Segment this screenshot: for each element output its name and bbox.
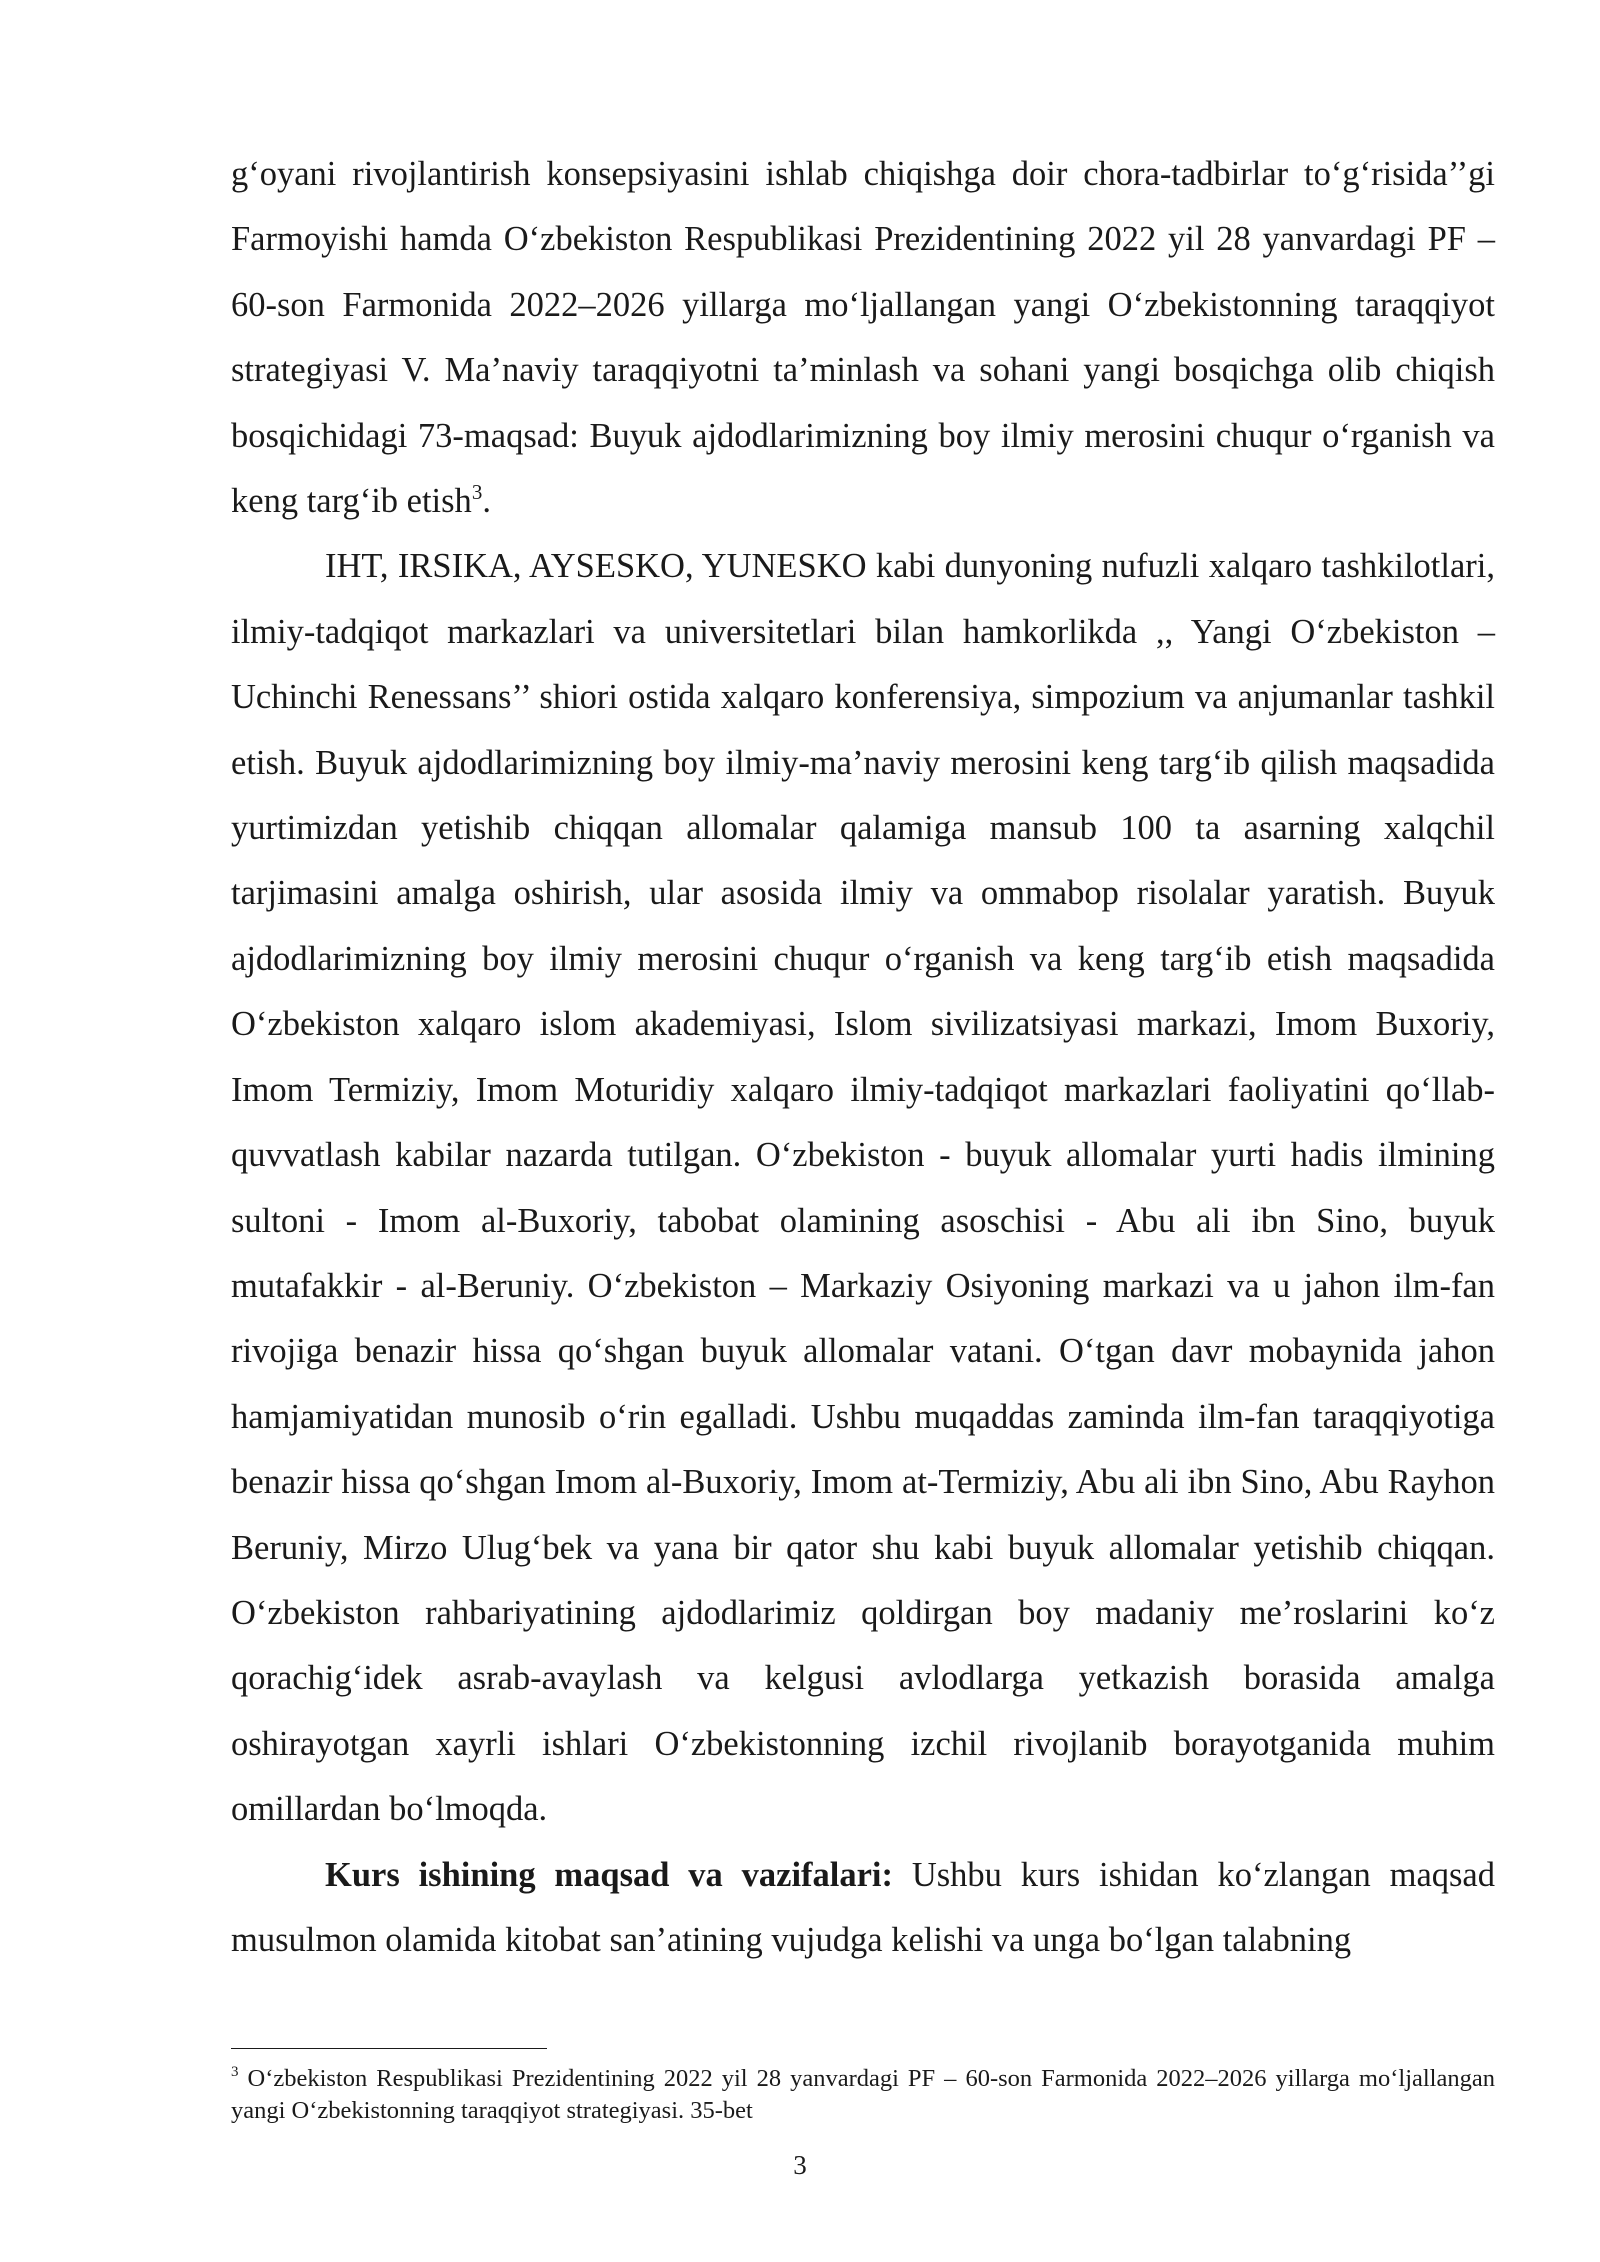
section-lead-heading: Kurs ishining maqsad va vazifalari: bbox=[325, 1855, 893, 1894]
body-text bbox=[231, 142, 1495, 1973]
footnote-text: O‘zbekiston Respublikasi Prezidentining 2022 yil 28 yanvardagi PF – 60-son Farmonida 2022–2026 yillarga mo‘ljallangan yangi O‘zbekistonning taraqqiyot strategiyasi. 35-bet bbox=[231, 2065, 1495, 2124]
paragraph-3-text: Ushbu kurs ishidan ko‘zlangan maqsad musulmon olamida kitobat san’atining vujudga kelishi va unga bo‘lgan talabning bbox=[231, 1855, 1495, 1959]
paragraph-2: IHT, IRSIKA, AYSESKO, YUNESKO kabi dunyoning nufuzli xalqaro tashkilotlari, ilmiy-tadqiqot markazlari va universitetlari bilan hamkorlikda ,, Yangi O‘zbekiston – Uchinchi Renessans’’ shiori ostida xalqaro konferensiya, simpozium va anjumanlar tashkil etish. Buyuk ajdodlarimizning boy ilmiy-ma’naviy merosini keng targ‘ib qilish maqsadida yurtimizdan yetishib chiqqan allomalar qalamiga mansub 100 ta asarning xalqchil tarjimasini amalga oshirish, ular asosida ilmiy va ommabop risolalar yaratish. Buyuk ajdodlarimizning boy ilmiy merosini chuqur o‘rganish va keng targ‘ib etish maqsadida O‘zbekiston xalqaro islom akademiyasi, Islom sivilizatsiyasi markazi, Imom Buxoriy, Imom Termiziy, Imom Moturidiy xalqaro ilmiy-tadqiqot markazlari faoliyatini qo‘llab-quvvatlash kabilar nazarda tutilgan. O‘zbekiston - buyuk allomalar yurti hadis ilmining sultoni - Imom al-Buxoriy, tabobat olamining asoschisi - Abu ali ibn Sino, buyuk mutafakkir - al-Beruniy. O‘zbekiston – Markaziy Osiyoning markazi va u jahon ilm-fan rivojiga benazir hissa qo‘shgan buyuk allomalar vatani. O‘tgan davr mobaynida jahon hamjamiyatidan munosib o‘rin egalladi. Ushbu muqaddas zaminda ilm-fan taraqqiyotiga benazir hissa qo‘shgan Imom al-Buxoriy, Imom at-Termiziy, Abu ali ibn Sino, Abu Rayhon Beruniy, Mirzo Ulug‘bek va yana bir qator shu kabi buyuk allomalar yetishib chiqqan. O‘zbekiston rahbariyatining ajdodlarimiz qoldirgan boy madaniy me’roslarini ko‘z qorachig‘idek asrab-avaylash va kelgusi avlodlarga yetkazish borasida amalga oshirayotgan xayrli ishlari O‘zbekistonning izchil rivojlanib borayotganida muhim omillardan bo‘lmoqda. bbox=[231, 547, 1495, 1829]
paragraph-1 bbox=[231, 142, 1495, 534]
paragraph-3 bbox=[231, 1843, 1495, 1974]
footnote-reference[interactable]: 3 bbox=[471, 480, 483, 505]
paragraph-1-text: g‘oyani rivojlantirish konsepsiyasini ishlab chiqishga doir chora-tadbirlar to‘g‘risida’’gi Farmoyishi hamda O‘zbekiston Respublikasi Prezidentining 2022 yil 28 yanvardagi PF – 60-son Farmonida 2022–2026 yillarga mo‘ljallangan yangi O‘zbekistonning taraqqiyot strategiyasi V. Ma’naviy taraqqiyotni ta’minlash va sohani yangi bosqichga olib chiqish bosqichidagi 73-maqsad: Buyuk ajdodlarimizning boy ilmiy merosini chuqur o‘rganish va keng targ‘ib etish bbox=[231, 155, 1495, 521]
paragraph-1-end: . bbox=[482, 482, 491, 521]
footnote bbox=[231, 2063, 1495, 2127]
footnote-divider bbox=[231, 2048, 547, 2049]
page-number: 3 bbox=[793, 2150, 807, 2180]
footnote-number: 3 bbox=[231, 2064, 239, 2080]
